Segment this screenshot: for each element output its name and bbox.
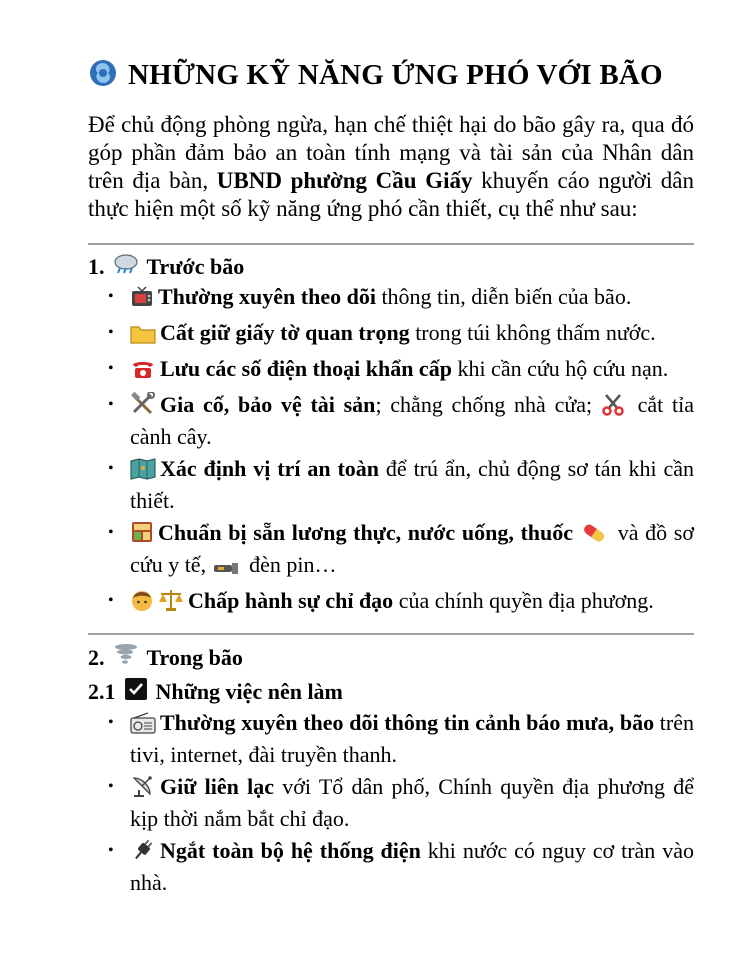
section-number: 2. xyxy=(88,645,105,670)
item-bold: Lưu các số điện thoại khẩn cấp xyxy=(160,356,452,381)
item-text: trong túi không thấm nước. xyxy=(409,320,656,345)
radio-icon xyxy=(130,712,156,741)
list-item xyxy=(88,587,694,619)
bullet: • xyxy=(108,360,114,377)
list-item xyxy=(88,773,694,833)
map-icon xyxy=(130,458,156,487)
item-text: để trú ẩn, chủ động sơ tán khi cần thiết. xyxy=(130,456,694,513)
scissors-icon xyxy=(601,392,625,423)
divider xyxy=(88,633,694,635)
item-text-2: cắt tỉa cành cây. xyxy=(130,392,694,449)
subsection-title: Những việc nên làm xyxy=(155,679,343,704)
pill-icon xyxy=(581,522,607,551)
list-item xyxy=(88,455,694,515)
item-bold: Gia cố, bảo vệ tài sản xyxy=(160,392,376,417)
subsection-number: 2.1 xyxy=(88,679,116,704)
item-text: trên tivi, internet, đài truyền thanh. xyxy=(130,710,694,767)
intro-text-1: Để chủ động phòng ngừa, hạn chế thiệt hại do bão gây ra, qua đó góp phần đảm bảo an toàn tính mạng và tài sản của Nhân dân trên địa bàn, xyxy=(88,112,694,193)
item-bold: Cất giữ giấy tờ quan trọng xyxy=(160,320,410,345)
item-text: của chính quyền địa phương. xyxy=(393,588,654,613)
item-bold: Giữ liên lạc xyxy=(160,774,275,799)
list-item xyxy=(88,319,694,351)
bullet: • xyxy=(108,524,114,541)
item-text: và đồ sơ cứu y tế, xyxy=(130,520,694,577)
page-title: NHỮNG KỸ NĂNG ỨNG PHÓ VỚI BÃO xyxy=(128,59,663,91)
list-item xyxy=(88,837,694,897)
section-during-storm xyxy=(88,643,694,897)
divider xyxy=(88,243,694,245)
food-box-icon xyxy=(130,520,154,551)
item-bold: Thường xuyên theo dõi thông tin cảnh báo mưa, bão xyxy=(160,710,655,735)
rain-cloud-icon xyxy=(113,253,139,281)
during-storm-list xyxy=(88,709,694,897)
list-item xyxy=(88,283,694,315)
item-text: với Tổ dân phố, Chính quyền địa phương để kịp thời nắm bắt chỉ đạo. xyxy=(130,774,694,831)
list-item xyxy=(88,391,694,451)
item-bold: Thường xuyên theo dõi xyxy=(158,284,376,309)
item-text: khi cần cứu hộ cứu nạn. xyxy=(451,356,669,381)
section-number: 1. xyxy=(88,254,105,279)
cyclone-icon xyxy=(88,58,118,93)
title-row xyxy=(88,58,694,93)
electric-plug-icon xyxy=(130,838,156,869)
scales-icon xyxy=(158,588,184,619)
item-bold: Chuẩn bị sẵn lương thực, nước uống, thuốc xyxy=(158,520,574,545)
list-item xyxy=(88,355,694,387)
intro-text-2: khuyến cáo người dân thực hiện một số kỹ năng ứng phó cần thiết, cụ thể như sau: xyxy=(88,168,694,221)
subsection-heading xyxy=(88,677,694,707)
section-heading xyxy=(88,643,694,673)
item-text: thông tin, diễn biến của bão. xyxy=(375,284,632,309)
intro-paragraph xyxy=(88,111,694,223)
telephone-icon xyxy=(130,358,156,387)
bullet: • xyxy=(108,324,114,341)
tornado-icon xyxy=(113,643,139,673)
item-bold: Chấp hành sự chỉ đạo xyxy=(188,588,394,613)
tv-icon xyxy=(130,286,154,315)
item-text: ; chằng chống nhà cửa; xyxy=(375,392,601,417)
list-item xyxy=(88,519,694,583)
bullet: • xyxy=(108,396,114,413)
item-bold: Ngắt toàn bộ hệ thống điện xyxy=(160,838,421,863)
bullet: • xyxy=(108,592,114,609)
check-box-icon xyxy=(124,677,148,707)
item-bold: Xác định vị trí an toàn xyxy=(160,456,380,481)
satellite-antenna-icon xyxy=(130,774,156,805)
intro-org: UBND phường Cầu Giấy xyxy=(216,168,473,193)
section-heading xyxy=(88,253,694,281)
section-title: Trong bão xyxy=(146,645,243,670)
item-text: khi nước có nguy cơ tràn vào nhà. xyxy=(130,838,694,895)
item-text-2: đèn pin… xyxy=(243,552,337,577)
bullet: • xyxy=(108,714,114,731)
bullet: • xyxy=(108,288,114,305)
tools-icon xyxy=(130,392,156,423)
bullet: • xyxy=(108,842,114,859)
person-icon xyxy=(130,588,154,619)
section-title: Trước bão xyxy=(146,254,245,279)
flashlight-icon xyxy=(212,555,240,583)
before-storm-list xyxy=(88,283,694,619)
list-item xyxy=(88,709,694,769)
section-before-storm xyxy=(88,253,694,619)
folder-icon xyxy=(130,323,156,351)
bullet: • xyxy=(108,778,114,795)
bullet: • xyxy=(108,460,114,477)
